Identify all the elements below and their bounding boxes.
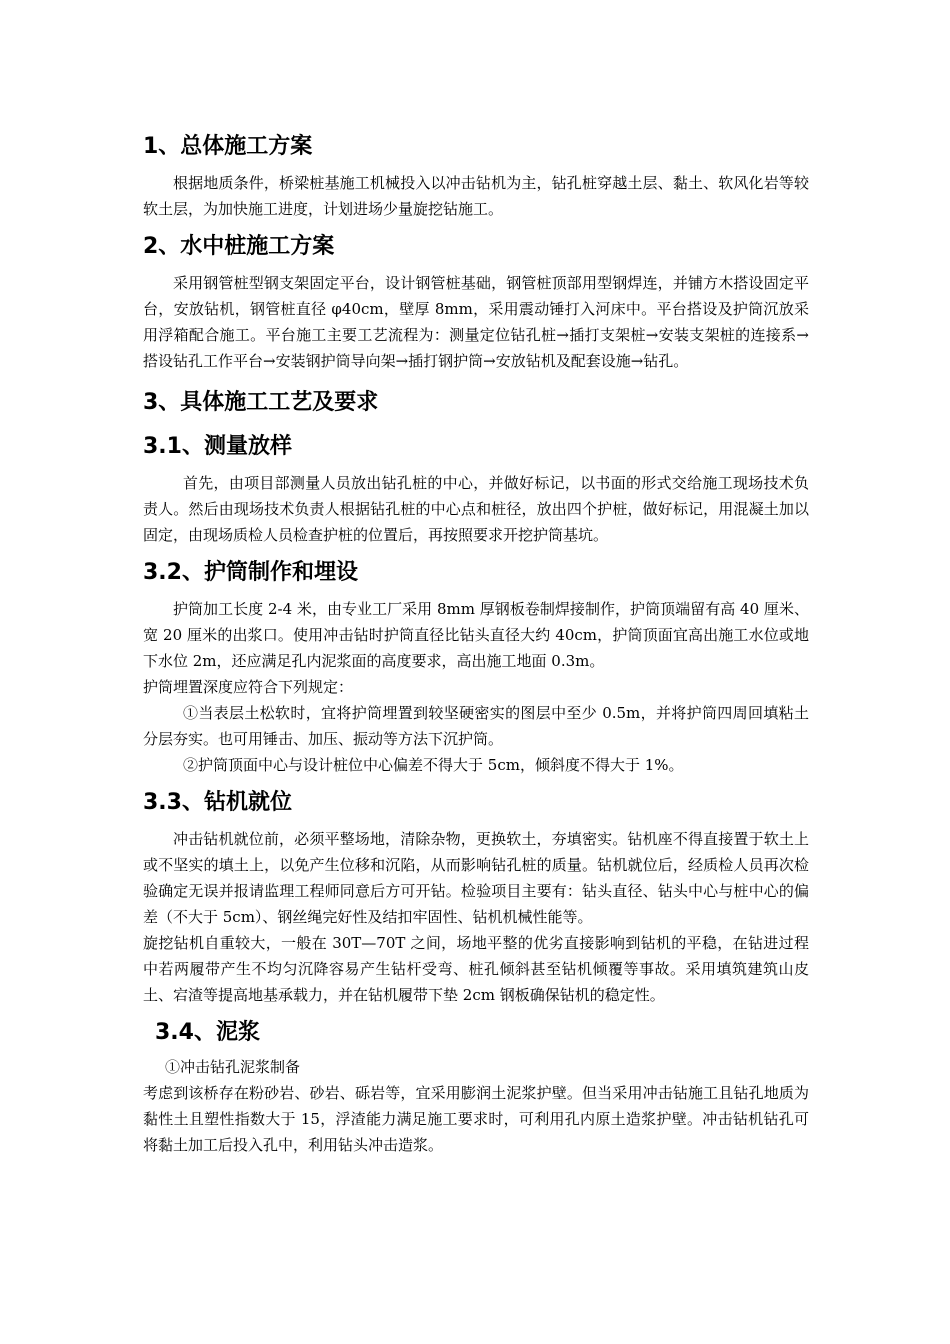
- section-heading-1: 1、总体施工方案: [143, 134, 313, 159]
- section-3-2-paragraph-2: 护筒埋置深度应符合下列规定：: [143, 678, 354, 696]
- section-3-4-paragraph: 考虑到该桥存在粉砂岩、砂岩、砾岩等，宜采用膨润土泥浆护壁。但当采用冲击钻施工且钻孔地质为黏性土且塑性指数大于 15，浮渣能力满足施工要求时，可利用孔内原土造浆护壁。冲击钻机钻孔可将黏土加工后投入孔中，利用钻头冲击造浆。: [143, 1084, 809, 1154]
- section-3-3-paragraph-2: 旋挖钻机自重较大，一般在 30T—70T 之间，场地平整的优劣直接影响到钻机的平稳，在钻进过程中若两履带产生不均匀沉降容易产生钻杆受弯、桩孔倾斜甚至钻机倾覆等事故。采用填筑建筑山皮土、宕渣等提高地基承载力，并在钻机履带下垫 2cm 钢板确保钻机的稳定性。: [143, 934, 809, 1004]
- section-heading-3-2: 3.2、护筒制作和埋设: [143, 560, 358, 585]
- section-heading-3-3: 3.3、钻机就位: [143, 790, 292, 815]
- section-3-2-paragraph-1: 护筒加工长度 2-4 米，由专业工厂采用 8mm 厚钢板卷制焊接制作，护筒顶端留有高 40 厘米、宽 20 厘米的出浆口。使用冲击钻时护筒直径比钻头直径大约 40cm，护筒顶面宜高出施工水位或地下水位 2m，还应满足孔内泥浆面的高度要求，高出施工地面 0.3m。: [143, 600, 809, 670]
- section-3-2-item-2: ②护筒顶面中心与设计桩位中心偏差不得大于 5cm，倾斜度不得大于 1%。: [183, 756, 684, 774]
- section-3-2-item-1: ①当表层土松软时，宜将护筒埋置到较坚硬密实的图层中至少 0.5m，并将护筒四周回填粘土分层夯实。也可用锤击、加压、振动等方法下沉护筒。: [143, 704, 809, 748]
- section-3-1-paragraph: 首先，由项目部测量人员放出钻孔桩的中心，并做好标记，以书面的形式交给施工现场技术负责人。然后由现场技术负责人根据钻孔桩的中心点和桩径，放出四个护桩，做好标记，用混凝土加以固定，由现场质检人员检查护桩的位置后，再按照要求开挖护筒基坑。: [143, 474, 809, 544]
- section-heading-3-1: 3.1、测量放样: [143, 434, 292, 459]
- section-heading-3-4: 3.4、泥浆: [155, 1020, 260, 1045]
- section-heading-3: 3、具体施工工艺及要求: [143, 390, 379, 415]
- section-3-4-subheading: ①冲击钻孔泥浆制备: [165, 1058, 301, 1076]
- section-heading-2: 2、水中桩施工方案: [143, 234, 335, 259]
- document-body: [143, 132, 809, 1158]
- section-1-paragraph: 根据地质条件，桥梁桩基施工机械投入以冲击钻机为主，钻孔桩穿越土层、黏土、软风化岩等较软土层，为加快施工进度，计划进场少量旋挖钻施工。: [143, 174, 809, 218]
- section-2-paragraph: 采用钢管桩型钢支架固定平台，设计钢管桩基础，钢管桩顶部用型钢焊连，并铺方木搭设固定平台，安放钻机，钢管桩直径 φ40cm，壁厚 8mm，采用震动锤打入河床中。平台搭设及护筒沉放采用浮箱配合施工。平台施工主要工艺流程为：测量定位钻孔桩→插打支架桩→安装支架桩的连接系→搭设钻孔工作平台→安装钢护筒导向架→插打钢护筒→安放钻机及配套设施→钻孔。: [143, 274, 809, 370]
- section-3-3-paragraph-1: 冲击钻机就位前，必须平整场地，清除杂物，更换软土，夯填密实。钻机座不得直接置于软土上或不坚实的填土上，以免产生位移和沉陷，从而影响钻孔桩的质量。钻机就位后，经质检人员再次检验确定无误并报请监理工程师同意后方可开钻。检验项目主要有：钻头直径、钻头中心与桩中心的偏差（不大于 5cm）、钢丝绳完好性及结扣牢固性、钻机机械性能等。: [143, 830, 809, 926]
